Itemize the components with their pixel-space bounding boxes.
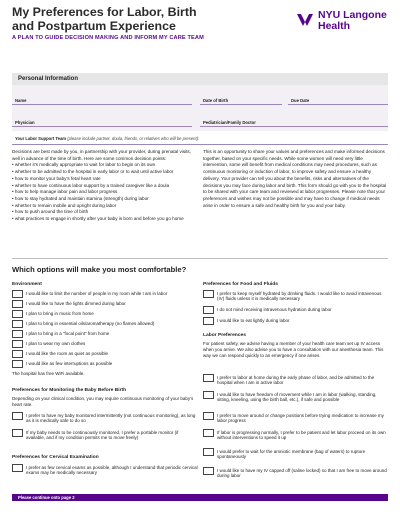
checkbox[interactable] xyxy=(12,320,23,328)
list-item: • how to help manage labor pain and labor progress xyxy=(12,189,118,195)
cervical-option[interactable] xyxy=(12,464,198,476)
option-label: I would like to limit the number of people in my room while I am in labor xyxy=(26,290,168,296)
wifi-note: The hospital has free WiFi available. xyxy=(12,371,85,376)
dob-label: Date of Birth xyxy=(203,98,229,103)
option-label: I would like to have the lights dimmed during labor xyxy=(26,300,126,306)
checkbox[interactable] xyxy=(12,300,23,308)
due-date-label: Due Date xyxy=(291,98,310,103)
list-item: • what practices to engage in shortly after your baby is born and before you go home xyxy=(12,216,184,222)
labor-option[interactable] xyxy=(203,374,388,386)
option-label: I prefer to move around or change positions before trying medication to increase my labor progress xyxy=(217,412,384,424)
list-item: • how to monitor your baby’s fetal heart rate xyxy=(12,175,101,181)
option-label: I plan to wear my own clothes xyxy=(26,340,86,346)
list-item: • whether to remain mobile and upright during labor xyxy=(12,202,117,208)
list-item: • whether to have continuous labor support by a trained caregiver like a doula xyxy=(12,182,170,188)
labor-option[interactable] xyxy=(203,412,388,424)
section-divider xyxy=(12,258,388,259)
checkbox[interactable] xyxy=(12,310,23,318)
checkbox[interactable] xyxy=(203,429,214,437)
option-label: I prefer to have my baby monitored intermittently (not continuous monitoring), as long as it is medically safe to do so xyxy=(26,412,196,424)
option-label: I do not mind receiving intravenous hydration during labor xyxy=(217,306,332,312)
environment-option[interactable] xyxy=(12,300,198,308)
monitoring-option[interactable] xyxy=(12,412,198,424)
checkbox[interactable] xyxy=(12,350,23,358)
options-heading: Which options will make you most comfortable? xyxy=(12,265,187,274)
support-team-field[interactable] xyxy=(12,136,388,145)
continue-footer: Please continue onto page 2 xyxy=(12,494,388,501)
checkbox[interactable] xyxy=(203,317,214,325)
environment-option[interactable] xyxy=(12,340,198,348)
food-option[interactable] xyxy=(203,317,388,325)
checkbox[interactable] xyxy=(12,429,23,437)
checkbox[interactable] xyxy=(203,412,214,420)
labor-intro: For patient safety, we advise having a member of your health care team set up IV access when you arrive. We also advise you to have a consultation with our anesthesia team. This way we can respond quickly to an emergency if one arises. xyxy=(203,341,384,358)
monitoring-intro: Depending on your clinical condition, you may require continuous monitoring of your baby’s heart rate. xyxy=(12,396,194,407)
name-field[interactable] xyxy=(12,85,192,105)
intro-lead: Decisions are best made by you, in partnership with your provider, during prenatal visits, well in advance of the time of birth. Here are some common decision points: xyxy=(12,149,191,161)
logo-text-line-2: Health xyxy=(318,20,351,32)
name-label: Name xyxy=(15,98,27,103)
list-item: • whether to be admitted to the hospital in early labor or to wait until active labor xyxy=(12,169,174,175)
list-item: • how to push around the time of birth xyxy=(12,209,89,215)
option-label: I prefer to labor at home during the early phase of labor, and be admitted to the hospital when I am in active labor xyxy=(217,374,375,386)
checkbox[interactable] xyxy=(203,448,214,456)
option-label: I would like the room as quiet as possible xyxy=(26,350,109,356)
environment-option[interactable] xyxy=(12,310,198,318)
intro-left-column xyxy=(12,149,196,223)
intro-right-column xyxy=(203,149,388,209)
list-item: • how to stay hydrated and maintain stamina (strength) during labor xyxy=(12,195,149,201)
support-team-hint: (please include partner, doula, friends, or relatives who will be present): xyxy=(67,136,200,141)
title-line-1: My Preferences for Labor, Birth xyxy=(12,5,197,19)
labor-option[interactable] xyxy=(203,448,388,460)
pediatrician-field[interactable] xyxy=(200,109,388,127)
physician-field[interactable] xyxy=(12,109,192,127)
checkbox[interactable] xyxy=(12,360,23,368)
option-label: I prefer as few cervical exams as possible, although I understand that periodic cervical exams may be medically necessary xyxy=(26,464,198,476)
nyu-langone-logo xyxy=(296,10,388,40)
page-title xyxy=(12,6,262,33)
labor-option[interactable] xyxy=(203,429,388,441)
decision-points-list xyxy=(12,162,196,222)
option-label: I would like to have freedom of movement while I am in labor (walking, standing, sitting, kneeling, using the birth ball, etc.), if safe and possible xyxy=(217,391,377,403)
cervical-heading: Preferences for Cervical Examination xyxy=(12,455,99,460)
torch-logo-icon xyxy=(296,12,314,28)
pediatrician-label: Pediatrician/Family Doctor xyxy=(203,120,256,125)
monitoring-option[interactable] xyxy=(12,429,198,441)
checkbox[interactable] xyxy=(203,391,214,399)
option-label: I would like as few interruptions as possible xyxy=(26,360,113,366)
checkbox[interactable] xyxy=(12,340,23,348)
dob-field[interactable] xyxy=(200,85,282,105)
checkbox[interactable] xyxy=(203,374,214,382)
page-subtitle: A PLAN TO GUIDE DECISION MAKING AND INFORM MY CARE TEAM xyxy=(12,35,204,41)
logo-text-line-1: NYU Langone xyxy=(318,9,387,21)
environment-option[interactable] xyxy=(12,350,198,358)
labor-option[interactable] xyxy=(203,467,388,479)
food-option[interactable] xyxy=(203,306,388,314)
environment-heading: Environment xyxy=(12,282,42,287)
intro-right-text: This is an opportunity to share your values and preferences and make informed decisions together, based on your specific needs. While some women will need very little intervention, some will benefit from medical conditions may need procedures, such as continuous monitoring or induction of labor, to improve safety and ensure a healthy delivery. Your provider can tell you about the benefits, risks and alternatives of the decisions you may face during labor and birth. This form should go with you to the hospital to be shared with your care team and reviewed at labor progresses. Please note that your preferences and wishes may not be possible and may have to change if medical needs arise in order to ensure a safe and healthy birth for you and your baby. xyxy=(203,149,387,208)
food-option[interactable] xyxy=(203,290,388,302)
option-label: If labor is progressing normally, I prefer to be patient and let labor proceed on its own without interventions to speed it up xyxy=(217,429,386,441)
checkbox[interactable] xyxy=(203,290,214,298)
option-label: I plan to bring in a “focal point” from home xyxy=(26,330,110,336)
checkbox[interactable] xyxy=(12,464,23,472)
environment-option[interactable] xyxy=(12,360,198,368)
list-item: • whether it’s medically appropriate to wait for labor to begin on its own xyxy=(12,162,156,168)
support-team-label: Your Labor Support Team xyxy=(15,136,67,141)
food-fluids-heading: Preferences for Food and Fluids xyxy=(203,282,279,287)
option-label: I plan to bring in essential oils/aromatherapy (no flames allowed) xyxy=(26,320,155,326)
personal-info-form xyxy=(12,85,388,131)
environment-option[interactable] xyxy=(12,330,198,338)
title-line-2: and Postpartum Experience xyxy=(12,18,176,33)
environment-option[interactable] xyxy=(12,320,198,328)
checkbox[interactable] xyxy=(12,412,23,420)
checkbox[interactable] xyxy=(12,290,23,298)
physician-label: Physician xyxy=(15,120,35,125)
option-label: I would prefer to wait for the amniotic membrane (bag of waters) to rupture spontaneously xyxy=(217,448,366,460)
option-label: If my baby needs to be continuously monitored, I prefer a portable monitor (if available, and if my condition permits me to move freely) xyxy=(26,429,179,441)
option-label: I prefer to keep myself hydrated by drinking fluids. I would like to avoid intravenous (IV) fluids unless it is medically necessary xyxy=(217,290,382,302)
environment-option[interactable] xyxy=(12,290,198,298)
option-label: I would like to eat lightly during labor xyxy=(217,317,290,323)
option-label: I would like to have my IV capped off (saline locked) so that I am free to move around during labor xyxy=(217,467,387,479)
option-label: I plan to bring in music from home xyxy=(26,310,94,316)
checkbox[interactable] xyxy=(203,467,214,475)
labor-preferences-heading: Labor Preferences xyxy=(203,333,246,338)
due-date-field[interactable] xyxy=(288,85,388,105)
labor-option[interactable] xyxy=(203,391,388,403)
monitoring-heading: Preferences for Monitoring the Baby Before Birth xyxy=(12,388,127,393)
checkbox[interactable] xyxy=(12,330,23,338)
personal-info-heading: Personal Information xyxy=(12,73,388,85)
checkbox[interactable] xyxy=(203,306,214,314)
